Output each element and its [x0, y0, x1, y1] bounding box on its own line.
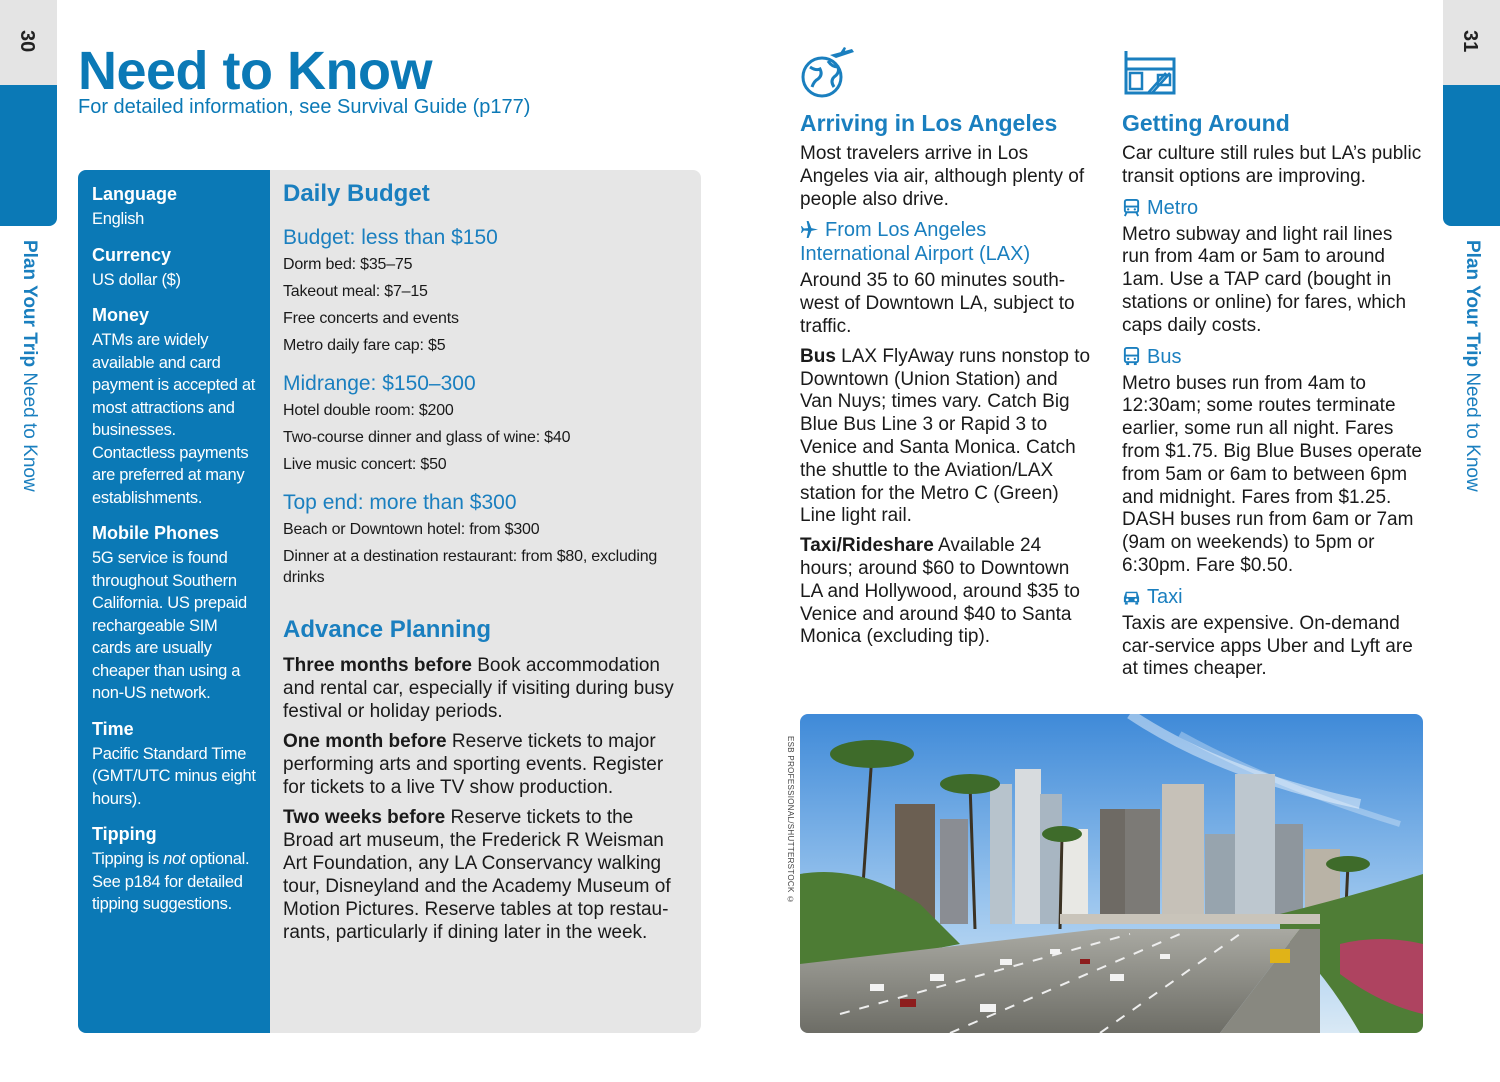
tier-item: Live music concert: $50 — [283, 456, 447, 473]
info-money — [92, 305, 256, 509]
car-icon — [1122, 587, 1141, 606]
tier-item: Hotel double room: $200 — [283, 402, 454, 419]
tier-item: Dinner at a destination restaurant: from $80, excluding drinks — [283, 548, 658, 586]
budget-tier — [283, 491, 687, 588]
running-head-section: Plan Your Trip — [19, 240, 40, 368]
tier-item: Beach or Downtown hotel: from $300 — [283, 521, 540, 538]
arriving-section — [800, 45, 1092, 656]
info-heading: Mobile Phones — [92, 523, 220, 543]
airport-subheading — [800, 218, 1092, 266]
metro-text: Metro subway and light rail lines run from 4am or 5am to around 1am. Use a TAP card (bought in stations or online) for fares, which caps daily costs. — [1122, 223, 1407, 336]
page-number: 30 — [16, 30, 38, 53]
getting-around-heading: Getting Around — [1122, 110, 1290, 136]
budget-tier — [283, 226, 687, 356]
airport-taxi — [800, 535, 1092, 649]
tram-icon — [1122, 198, 1141, 217]
info-text — [92, 848, 256, 916]
bus-icon — [1122, 347, 1141, 366]
info-heading: Money — [92, 305, 150, 325]
info-heading: Tipping — [92, 824, 157, 844]
taxi-text: Available 24 hours; around $60 to Downtown LA and Hollywood, around $35 to Venice and around $40 to Santa Monica (excluding tip). — [800, 535, 1080, 648]
bus-text: Metro buses run from 4am to 12:30am; some routes terminate earlier, some run all night. Fares from $1.75. Big Blue Buses operate from 5am or 6am to between 6pm and midnight. Fares from $1.25. DASH buses run from 6am or 7am (9am on weekends) to 5pm or 6:30pm. Fare $0.50. — [1122, 372, 1422, 576]
info-heading: Currency — [92, 244, 172, 265]
tier-title: Top end: more than $300 — [283, 491, 517, 514]
info-text-part: optional. See p184 for detailed tipping suggestions. — [92, 850, 250, 913]
running-head — [1461, 240, 1483, 492]
page-subtitle: For detailed information, see Survival Guide (p177) — [78, 96, 531, 118]
planning-text: Reserve tickets to major performing arts and sporting events. Register for tickets to a live TV show production. — [283, 731, 664, 798]
getting-around-section — [1122, 45, 1424, 688]
info-heading: Language — [92, 184, 178, 204]
tier-item: Metro daily fare cap: $5 — [283, 337, 446, 354]
info-text: ATMs are widely available and card payment is accepted at most attractions and businesses. Contactless payments are preferred at many establishments. — [92, 331, 256, 507]
planning-lead: Three months before — [283, 655, 472, 676]
getting-around-intro: Car culture still rules but LA’s public transit options are improving. — [1122, 143, 1422, 187]
info-text: US dollar ($) — [92, 270, 181, 289]
planning-item — [283, 806, 687, 944]
info-text: Pacific Standard Time (GMT/UTC minus eight hours). — [92, 744, 256, 808]
running-head — [18, 240, 40, 492]
planning-item — [283, 654, 687, 723]
airport-bus — [800, 346, 1092, 528]
taxi-lead: Taxi/Rideshare — [800, 535, 934, 557]
daily-budget-heading: Daily Budget — [283, 180, 430, 207]
tier-item: Dorm bed: $35–75 — [283, 256, 413, 273]
left-page-tab — [0, 0, 57, 1082]
bus-text: LAX FlyAway runs nonstop to Downtown (Union Station) and Van Nuys; times vary. Catch Big Blue Bus Line 3 or Rapid 3 to Venice and Santa Monica. Catch the shuttle to the Aviation/LAX station for the Metro C (Green) Line light rail. — [800, 345, 1091, 527]
tier-item: Takeout meal: $7–15 — [283, 283, 428, 300]
side-accent-bar — [0, 85, 57, 226]
airport-subheading-text: From Los Angeles International Airport (LAX) — [800, 219, 1031, 266]
info-text: English — [92, 210, 145, 228]
running-head-chapter: Need to Know — [19, 372, 40, 492]
budget-tier — [283, 372, 687, 475]
tier-item: Free concerts and events — [283, 310, 459, 327]
airport-text: Around 35 to 60 minutes southwest of Downtown LA, subject to traffic. — [800, 270, 1075, 337]
transit-station-icon — [1122, 45, 1178, 101]
tier-title: Budget: less than $150 — [283, 226, 498, 249]
info-time — [92, 719, 256, 811]
info-text-part: Tipping is — [92, 850, 164, 868]
tier-title: Midrange: $150–300 — [283, 372, 476, 395]
bus-lead: Bus — [800, 345, 836, 367]
info-heading: Time — [92, 718, 134, 739]
running-head-chapter: Need to Know — [1462, 372, 1483, 492]
downtown-la-illustration — [800, 714, 1423, 1033]
info-text-emphasis: not — [163, 850, 186, 868]
taxi-title: Taxi — [1147, 585, 1183, 608]
tier-item: Two-course dinner and glass of wine: $40 — [283, 429, 571, 446]
page-number: 31 — [1459, 30, 1481, 53]
budget-panel — [270, 170, 701, 1033]
airplane-icon — [800, 220, 819, 239]
planning-lead: Two weeks before — [283, 807, 446, 828]
globe-plane-icon — [800, 45, 856, 101]
info-text: 5G service is found throughout Southern California. US prepaid rechargeable SIM cards are usually cheaper than using a non-US network. — [92, 549, 247, 702]
metro-title: Metro — [1147, 196, 1199, 219]
planning-lead: One month before — [283, 731, 447, 752]
info-currency — [92, 245, 256, 292]
info-mobile-phones — [92, 523, 256, 705]
running-head-section: Plan Your Trip — [1462, 240, 1483, 368]
page-title: Need to Know — [78, 41, 432, 101]
side-accent-bar — [1443, 85, 1500, 226]
bus-subheading — [1122, 345, 1424, 369]
metro-subheading — [1122, 196, 1424, 220]
advance-planning-heading: Advance Planning — [283, 616, 492, 643]
bus-title: Bus — [1147, 345, 1182, 368]
planning-text: Reserve tickets to the Broad art museum, the Frederick R Weisman Art Foundation, any LA Conservancy walking tour, Disneyland and the Academy Museum of Motion Pictures. Reserve tables at top restaurants, particularly if dining later in the week. — [283, 807, 671, 943]
advance-planning — [283, 616, 687, 944]
taxi-text: Taxis are expensive. On-demand car-service apps Uber and Lyft are at times cheaper. — [1122, 612, 1413, 680]
arriving-intro: Most travelers arrive in Los Angeles via air, although plenty of people also drive. — [800, 143, 1085, 210]
right-page-tab — [1443, 0, 1500, 1082]
taxi-subheading — [1122, 585, 1424, 609]
info-tipping — [92, 824, 256, 916]
photo-credit: ESB PROFESSIONAL/SHUTTERSTOCK © — [786, 736, 795, 905]
downtown-la-photo — [800, 714, 1423, 1033]
planning-item — [283, 730, 687, 799]
planning-text: Book accommodation and rental car, especially if visiting during busy festival or holiday periods. — [283, 655, 674, 722]
quick-info-panel — [78, 170, 270, 1033]
arriving-heading: Arriving in Los Angeles — [800, 110, 1058, 136]
info-language — [92, 184, 256, 231]
